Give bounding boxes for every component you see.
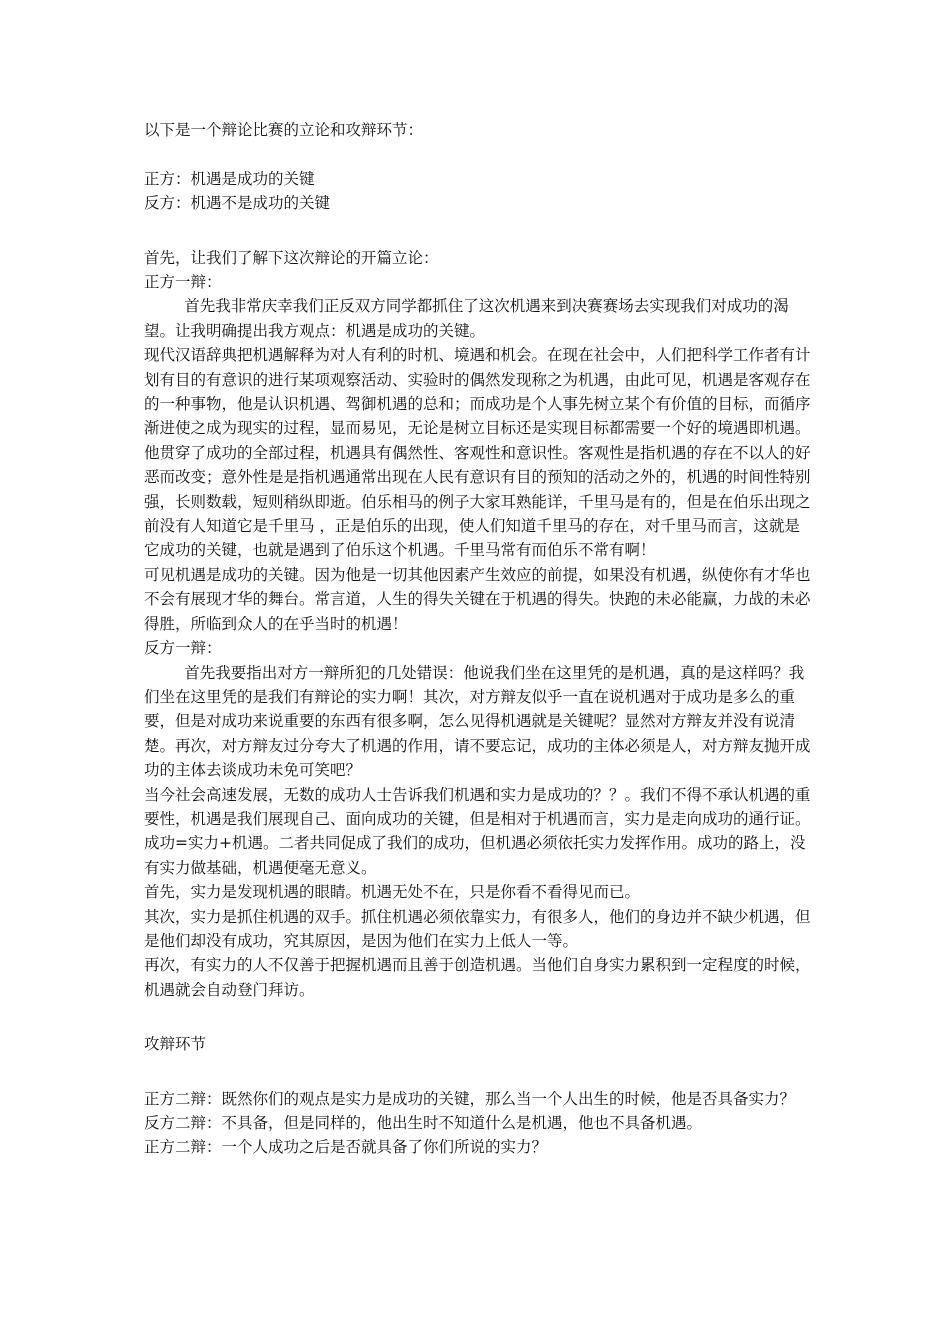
con-first-paragraph-2: 当今社会高速发展，无数的成功人士告诉我们机遇和实力是成功的？？。我们不得不承认机遇的重要性，机遇是我们展现自己、面向成功的关键，但是相对于机遇而言，实力是走向成功的通行证。成功=实力+机遇。二者共同促成了我们的成功，但机遇必须依托实力发挥作用。成功的路上，没有实力做基础，机遇便毫无意义。 — [144, 785, 811, 877]
spacer — [144, 142, 812, 166]
con-first-paragraph-4: 其次，实力是抓住机遇的双手。抓住机遇必须依靠实力，有很多人，他们的身边并不缺少机遇，但是他们却没有成功，究其原因，是因为他们在实力上低人一等。 — [144, 907, 811, 950]
pro-first-paragraph-2: 现代汉语辞典把机遇解释为对人有利的时机、境遇和机会。在现在社会中，人们把科学工作者有计划有目的有意识的进行某项观察活动、实验时的偶然发现称之为机遇，由此可见，机遇是客观存在的一种事物，他是认识机遇、驾御机遇的总和；而成功是个人事先树立某个有价值的目标，而循序渐进使之成为现实的过程，显而易见，无论是树立目标还是实现目标都需要一个好的境遇即机遇。他贯穿了成功的全部过程，机遇具有偶然性、客观性和意识性。客观性是指机遇的存在不以人的好恶而改变；意外性是是指机遇通常出现在人民有意识有目的预知的活动之外的，机遇的时间性特别强，长则数载，短则稍纵即逝。伯乐相马的例子大家耳熟能详，千里马是有的，但是在伯乐出现之前没有人知道它是千里马 ，正是伯乐的出现，使人们知道千里马的存在，对千里马而言，这就是它成功的关键，也就是遇到了伯乐这个机遇。千里马常有而伯乐不常有啊！ — [144, 346, 811, 560]
cross-examination-title: 攻辩环节 — [144, 1035, 207, 1054]
cross-exchange: 反方二辩：不具备，但是同样的，他出生时不知道什么是机遇，他也不具备机遇。 — [144, 1114, 703, 1133]
spacer — [144, 1002, 812, 1032]
con-first-speaker-label: 反方一辩： — [144, 639, 222, 658]
pro-first-paragraph-1: 首先我非常庆幸我们正反双方同学都抓住了这次机遇来到决赛赛场去实现我们对成功的渴望。让我明确提出我方观点：机遇是成功的关键。 — [144, 297, 789, 340]
document-page — [144, 118, 812, 1160]
spacer — [144, 1057, 812, 1087]
cross-exchange: 正方二辩：既然你们的观点是实力是成功的关键，那么当一个人出生的时候，他是否具备实力？ — [144, 1089, 796, 1108]
con-position: 反方：机遇不是成功的关键 — [144, 194, 331, 213]
con-first-paragraph-3: 首先，实力是发现机遇的眼睛。机遇无处不在，只是你看不看得见而已。 — [144, 883, 641, 902]
pro-first-speaker-label: 正方一辩： — [144, 273, 222, 292]
cross-exchange: 正方二辩：一个人成功之后是否就具备了你们所说的实力？ — [144, 1138, 548, 1157]
spacer — [144, 216, 812, 246]
intro-text: 以下是一个辩论比赛的立论和攻辩环节： — [144, 121, 424, 139]
opening-intro: 首先，让我们了解下这次辩论的开篇立论： — [144, 248, 439, 267]
con-first-paragraph-5: 再次，有实力的人不仅善于把握机遇而且善于创造机遇。当他们自身实力累积到一定程度的时候，机遇就会自动登门拜访。 — [144, 956, 811, 999]
con-first-paragraph-1: 首先我要指出对方一辩所犯的几处错误：他说我们坐在这里凭的是机遇，真的是这样吗？我们坐在这里凭的是我们有辩论的实力啊！其次，对方辩友似乎一直在说机遇对于成功是多么的重要，但是对成功来说重要的东西有很多啊，怎么见得机遇就是关键呢？显然对方辩友并没有说清楚。再次，对方辩友过分夸大了机遇的作用，请不要忘记，成功的主体必须是人，对方辩友抛开成功的主体去谈成功未免可笑吧？ — [144, 663, 811, 780]
pro-position: 正方：机遇是成功的关键 — [144, 169, 315, 188]
pro-first-paragraph-3: 可见机遇是成功的关键。因为他是一切其他因素产生效应的前提，如果没有机遇，纵使你有才华也不会有展现才华的舞台。常言道，人生的得失关键在于机遇的得失。快跑的未必能赢，力战的未必得胜，所临到众人的在乎当时的机遇！ — [144, 565, 811, 633]
